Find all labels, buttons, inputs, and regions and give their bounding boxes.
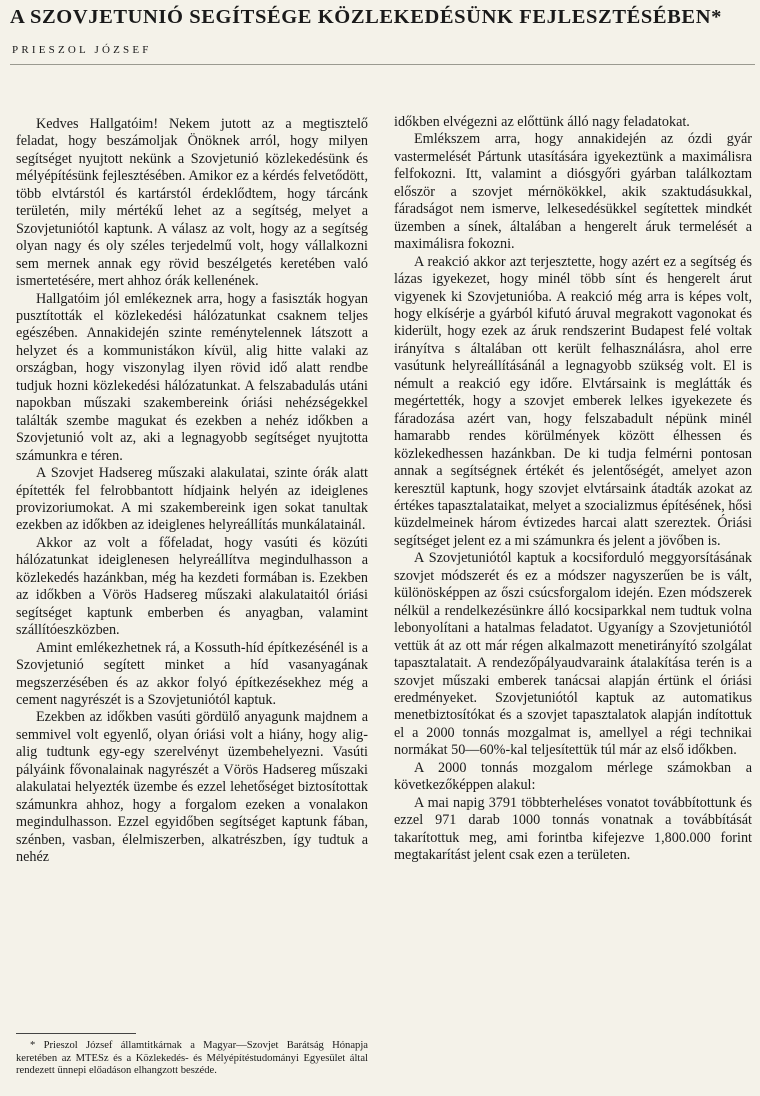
right-column xyxy=(394,114,752,864)
header-divider xyxy=(10,64,755,65)
footnote-divider xyxy=(16,1033,136,1034)
paragraph: Amint emlékezhetnek rá, a Kossuth-híd építkezésénél is a Szovjetunió segített minket a híd vasanyagának megszerzésében és az akkor folyó építkezésekhez még a cement nagyrészét is a Szovjetuniótól kaptuk. xyxy=(16,639,368,708)
paragraph: Hallgatóim jól emlékeznek arra, hogy a fasiszták hogyan pusztították el közlekedési hálózatunkat csaknem teljes egészében. Annakidején szinte reménytelennek látszott a helyzet és a kommunistákon kívül, alig hitte valaki az országban, hogy viszonylag ilyen rövid idő alatt rendbe tudjuk hozni közlekedési hálózatunkat. A felszabadulás utáni napokban műszaki szakembereink óriási nehézségekkel találták szembe magukat és ezekben a nehéz időkben a Szovjetunió volt az, aki a legnagyobb segítséget nyujtotta számunkra e téren. xyxy=(16,290,368,464)
paragraph: A Szovjet Hadsereg műszaki alakulatai, szinte órák alatt építették fel felrobbantott hídjaink helyén az ideiglenes provizoriumokat. A mi szakembereink igen sokat tanultak ezekben az időkben az ideiglenes helyreállítás munkálatainál. xyxy=(16,465,368,534)
article-author: PRIESZOL JÓZSEF xyxy=(12,44,152,56)
footnote xyxy=(16,1040,368,1078)
paragraph-continued: időkben elvégezni az előttünk álló nagy feladatokat. xyxy=(394,114,690,130)
paragraph: A 2000 tonnás mozgalom mérlege számokban a következőképpen alakul: xyxy=(394,759,752,794)
paragraph: A reakció akkor azt terjesztette, hogy azért ez a segítség és lázas igyekezet, hogy minél több sínt és hengerelt árut vigyenek ki Szovjetunióba. A reakció még arra is képes volt, hogy elkísérje a gyárból kifutó áruval megrakott vagonokat és kiderült, hogy ezek az áruk rendszerint Budapest felé voltak irányítva s általában ott került felhasználásra, ahol erre vasútunk helyreállításánál a legnagyobb szükség volt. El is némult a reakció egy időre. Elvtársaink is meglátták és megértették, hogy a szovjet emberek lelkes igyekezete és fáradozása azért van, hogy felszabadult népünk minél hamarabb rendes körülmények között élhessen és közlekedhessen hazánkban. De ki tudja felmérni pontosan annak a segítségnek értékét és jelentőségét, amelyet azon keresztül kaptunk, hogy szovjet elvtársaink átadták azokat az értékes tapasztalataikat, melyet a szocializmus építésének, hősi küzdelmeinek három évtizedes harcai alatt szereztek. Óriási segítséget jelent ez a mi számunkra és jelent a jövőben is. xyxy=(394,253,752,549)
paragraph: Emlékszem arra, hogy annakidején az ózdi gyár vastermelését Pártunk utasítására igyekeztünk a maximálisra felfokozni. Itt, valamint a diósgyőri gyárban találkoztam először a szovjet mérnökökkel, akik szaktudásukkal, fáradságot nem ismerve, lelkesedésükkel segítettek mindkét üzemben a sínek, általában a hengerelt áruk termelését a maximálisra fokozni. xyxy=(394,131,752,253)
article-title: A SZOVJETUNIÓ SEGÍTSÉGE KÖZLEKEDÉSÜNK FEJLESZTÉSÉBEN* xyxy=(10,6,722,28)
paragraph: A Szovjetuniótól kaptuk a kocsiforduló meggyorsításának szovjet módszerét és ez a módszer nagyszerűen be is vált, különösképpen az őszi csúcsforgalom idején. Ezen módszerek nélkül a rendelkezésünkre álló kocsiparkkal nem tudtuk volna lebonyolítani a hatalmas feladatot. Ugyanígy a Szovjetuniótól vettük át az ott már régen alkalmazott menetirányító szolgálat tapasztalatait. A rendezőpályaudvaraink átalakítása terén is a szovjet műszaki emberek tanácsai alapján értünk el óriási eredményeket. Szovjetuniótól kaptuk az automatikus menetbiztosítókat és a szovjet tapasztalatok alapján indítottuk el a 2000 tonnás mozgalmat is, amellyel a régi technikai normákat 50—60%-kal teljesítettük túl már az első időkben. xyxy=(394,550,752,759)
footnote-text: * Prieszol József államtitkárnak a Magyar—Szovjet Barátság Hónapja keretében az MTESz és a Közlekedés- és Mélyépítéstudományi Egyesület által rendezett ünnepi előadáson elhangzott beszéde. xyxy=(16,1040,368,1077)
paragraph: Akkor az volt a főfeladat, hogy vasúti és közúti hálózatunkat ideiglenesen helyreállítva megindulhasson a közlekedés hazánkban, még ha kezdeti formában is. Ezekben az időkben a Vörös Hadsereg műszaki alakulataitól óriási segítséget kaptunk emberben és anyagban, valamint szállítóeszközben. xyxy=(16,534,368,639)
paragraph: Kedves Hallgatóim! Nekem jutott az a megtisztelő feladat, hogy beszámoljak Önöknek arról, hogy milyen segítséget nyujtott nekünk a Szovjetunió közlekedésünk és mélyépítésünk fejlesztésében. Amikor ez a kérdés felvetődött, több elvtárstól és kartárstól érdeklődtem, hogy tárcánk területén, mily mértékű lehet az a segítség, melyet a Szovjetuniótól kaptunk. A válasz az volt, hogy az a segítség olyan nagy és oly széles terjedelmű volt, hogy vállalkozni sem mernek annak egy rövid beszélgetés keretében való ismertetésére, mert ahhoz órák kellenének. xyxy=(16,116,368,290)
left-column xyxy=(16,116,368,866)
paragraph: A mai napig 3791 többterheléses vonatot továbbítottunk és ezzel 971 darab 1000 tonnás vonatnak a továbbítását takarítottuk meg, ami forintba kifejezve 1,800.000 forint megtakarítást jelent csak ezen a területen. xyxy=(394,794,752,864)
paragraph: Ezekben az időkben vasúti gördülő anyagunk majdnem a semmivel volt egyenlő, olyan óriási volt a hiány, hogy alig-alig tudtunk egy-egy szerelvényt üzembehelyezni. Vasúti pályáink fővonalainak nagyrészét a Vörös Hadsereg műszaki alakulatai helyezték üzembe és ezzel lehetőséget biztosítottak számunkra ahhoz, hogy a forgalom ezeken a vonalakon megindulhasson. Ezzel egyidőben segítséget kaptunk fában, szénben, vasban, élelmiszerben, alkatrészben, így tudtuk a nehéz xyxy=(16,709,368,866)
